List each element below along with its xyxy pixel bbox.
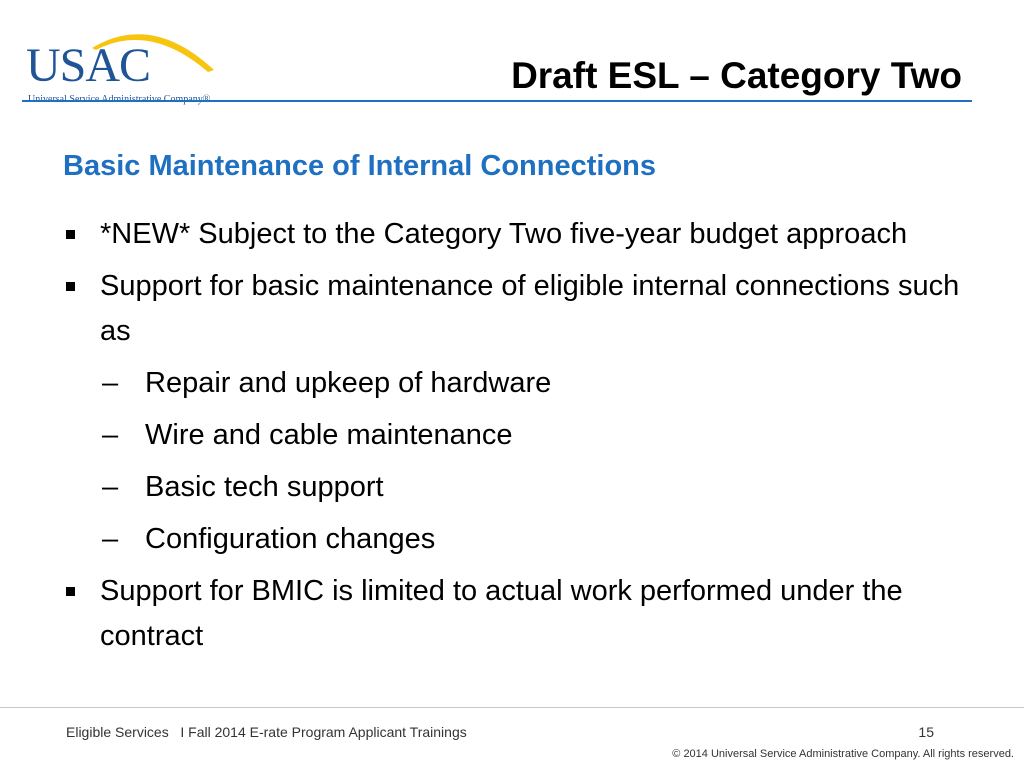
footer-divider [0, 707, 1024, 708]
sub-bullet-text: Repair and upkeep of hardware [145, 367, 552, 399]
bullet-item [62, 212, 962, 257]
bullet-text: *NEW* Subject to the Category Two five-year budget approach [100, 218, 908, 250]
bullet-item [62, 264, 962, 354]
sub-bullet-item [62, 517, 962, 562]
sub-bullet-item [62, 413, 962, 458]
bullet-list [62, 212, 962, 666]
sub-bullet-item [62, 361, 962, 406]
bullet-text: Support for BMIC is limited to actual work performed under the contract [100, 575, 903, 652]
dash-bullet-icon: – [102, 419, 119, 451]
sub-bullet-text: Basic tech support [145, 471, 384, 503]
slide-subtitle: Basic Maintenance of Internal Connections [63, 150, 656, 182]
sub-bullet-item [62, 465, 962, 510]
square-bullet-icon [66, 587, 75, 596]
title-divider [22, 100, 972, 102]
dash-bullet-icon: – [102, 367, 119, 399]
bullet-item [62, 569, 962, 659]
square-bullet-icon [66, 230, 75, 239]
logo-wordmark: USAC [26, 39, 151, 92]
page-number: 15 [918, 724, 934, 740]
bullet-text: Support for basic maintenance of eligible internal connections such as [100, 270, 960, 347]
slide-title: Draft ESL – Category Two [511, 55, 962, 96]
dash-bullet-icon: – [102, 471, 119, 503]
footer-caption: Eligible Services I Fall 2014 E-rate Program Applicant Trainings [66, 724, 467, 740]
sub-bullet-text: Configuration changes [145, 523, 436, 555]
copyright-notice: © 2014 Universal Service Administrative Company. All rights reserved. [672, 748, 1014, 760]
square-bullet-icon [66, 282, 75, 291]
dash-bullet-icon: – [102, 523, 119, 555]
usac-logo [22, 18, 230, 98]
sub-bullet-text: Wire and cable maintenance [145, 419, 513, 451]
